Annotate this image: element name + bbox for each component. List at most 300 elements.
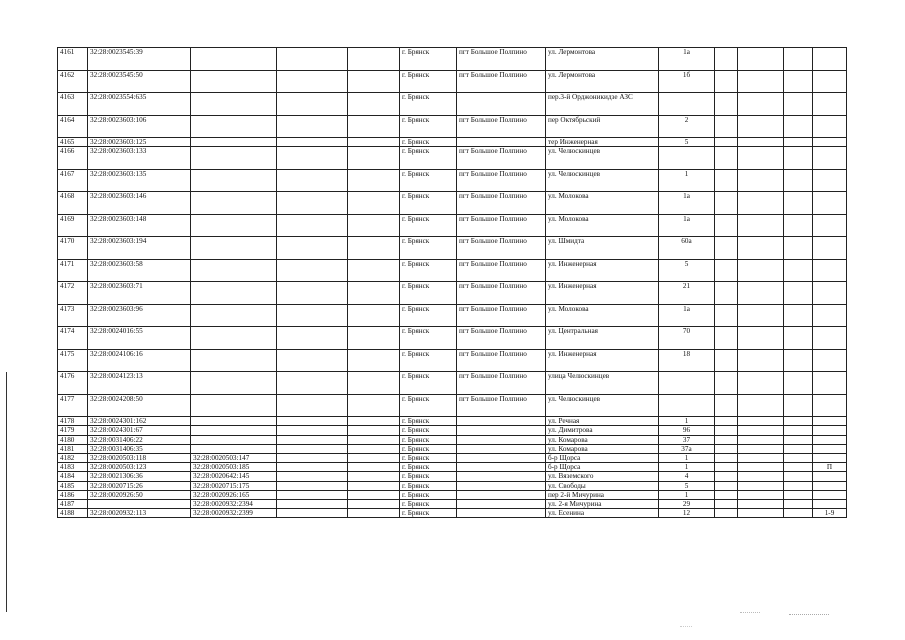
cell-empty: [715, 426, 738, 435]
cell-cadastral-number: 32:28:0023603:135: [88, 169, 191, 192]
cell-settlement: [457, 138, 546, 147]
cell-empty: [738, 48, 784, 71]
cell-empty: [277, 509, 348, 518]
cell-extra: [813, 453, 847, 462]
table-row: [58, 394, 847, 417]
cell-city: г. Брянск: [400, 481, 457, 490]
cell-empty: [348, 463, 400, 472]
cell-record-number: 4169: [58, 214, 88, 237]
cell-empty: [348, 417, 400, 426]
cell-cadastral-number-2: [191, 304, 277, 327]
cell-cadastral-number: 32:28:0020926:50: [88, 490, 191, 499]
cell-house-number: 70: [659, 327, 715, 350]
cell-empty: [738, 259, 784, 282]
cell-settlement: [457, 509, 546, 518]
cell-city: г. Брянск: [400, 138, 457, 147]
cell-record-number: 4170: [58, 237, 88, 260]
cell-extra: 1-9: [813, 509, 847, 518]
scan-artifact: [740, 612, 760, 614]
cell-empty: [738, 349, 784, 372]
cell-house-number: 1: [659, 417, 715, 426]
cell-empty: [738, 282, 784, 305]
cell-house-number: 2: [659, 115, 715, 138]
cell-extra: [813, 93, 847, 116]
cell-record-number: 4181: [58, 444, 88, 453]
cell-cadastral-number-2: [191, 169, 277, 192]
cell-empty: [715, 481, 738, 490]
cell-settlement: пгт Большое Полпино: [457, 237, 546, 260]
cell-house-number: 96: [659, 426, 715, 435]
cell-extra: [813, 327, 847, 350]
cell-empty: [348, 214, 400, 237]
cell-empty: [277, 372, 348, 395]
table-row: [58, 417, 847, 426]
cell-empty: [738, 237, 784, 260]
cell-street: пер.3-й Орджоникидзе АЗС: [546, 93, 659, 116]
cell-empty: [277, 435, 348, 444]
cell-empty: [715, 444, 738, 453]
cell-settlement: пгт Большое Полпино: [457, 327, 546, 350]
cell-record-number: 4185: [58, 481, 88, 490]
cell-house-number: [659, 147, 715, 170]
cell-city: г. Брянск: [400, 444, 457, 453]
cell-house-number: [659, 93, 715, 116]
cell-empty: [348, 372, 400, 395]
cell-extra: [813, 192, 847, 215]
cell-record-number: 4178: [58, 417, 88, 426]
cell-empty: [784, 499, 813, 508]
cell-empty: [715, 282, 738, 305]
cell-house-number: 60а: [659, 237, 715, 260]
cell-record-number: 4177: [58, 394, 88, 417]
cell-city: г. Брянск: [400, 509, 457, 518]
cell-extra: [813, 259, 847, 282]
cell-street: ул. Челюскинцев: [546, 147, 659, 170]
cell-empty: [738, 115, 784, 138]
cell-city: г. Брянск: [400, 115, 457, 138]
cell-empty: [348, 115, 400, 138]
cell-empty: [784, 327, 813, 350]
cell-empty: [277, 214, 348, 237]
cell-empty: [348, 481, 400, 490]
cell-city: г. Брянск: [400, 372, 457, 395]
cell-cadastral-number-2: [191, 48, 277, 71]
table-row: [58, 349, 847, 372]
cell-empty: [784, 490, 813, 499]
cell-empty: [738, 417, 784, 426]
cell-empty: [715, 394, 738, 417]
cell-settlement: пгт Большое Полпино: [457, 394, 546, 417]
cell-cadastral-number: 32:28:0023603:125: [88, 138, 191, 147]
cell-cadastral-number-2: 32:28:0020503:185: [191, 463, 277, 472]
table-row: [58, 481, 847, 490]
cell-empty: [784, 93, 813, 116]
cell-empty: [715, 93, 738, 116]
table-row: [58, 327, 847, 350]
cell-record-number: 4167: [58, 169, 88, 192]
cell-empty: [348, 472, 400, 481]
cell-empty: [715, 509, 738, 518]
cell-empty: [715, 327, 738, 350]
scan-edge-mark: [6, 372, 7, 612]
cell-extra: [813, 349, 847, 372]
cell-cadastral-number-2: [191, 349, 277, 372]
cell-street: ул. Инженерная: [546, 349, 659, 372]
cell-cadastral-number: 32:28:0020932:113: [88, 509, 191, 518]
cell-record-number: 4180: [58, 435, 88, 444]
cell-cadastral-number-2: [191, 417, 277, 426]
cell-street: ул. Молокова: [546, 192, 659, 215]
cell-street: ул. Речная: [546, 417, 659, 426]
cell-empty: [277, 394, 348, 417]
cell-empty: [348, 327, 400, 350]
cell-empty: [784, 48, 813, 71]
cell-city: г. Брянск: [400, 453, 457, 462]
cell-cadastral-number: 32:28:0023545:50: [88, 70, 191, 93]
cell-empty: [738, 435, 784, 444]
cell-empty: [277, 481, 348, 490]
cell-house-number: [659, 394, 715, 417]
cell-empty: [277, 147, 348, 170]
cell-record-number: 4184: [58, 472, 88, 481]
cell-empty: [715, 115, 738, 138]
cell-house-number: 12: [659, 509, 715, 518]
cell-empty: [784, 138, 813, 147]
cell-settlement: пгт Большое Полпино: [457, 169, 546, 192]
cell-empty: [715, 499, 738, 508]
table-row: [58, 93, 847, 116]
cell-record-number: 4179: [58, 426, 88, 435]
table-row: [58, 509, 847, 518]
cell-empty: [784, 349, 813, 372]
cell-cadastral-number: 32:28:0023603:194: [88, 237, 191, 260]
cell-record-number: 4187: [58, 499, 88, 508]
cell-city: г. Брянск: [400, 259, 457, 282]
cell-street: ул. Инженерная: [546, 259, 659, 282]
cell-cadastral-number-2: 32:28:0020932:2399: [191, 509, 277, 518]
cell-empty: [738, 453, 784, 462]
cell-empty: [348, 192, 400, 215]
cell-empty: [784, 237, 813, 260]
cell-empty: [784, 147, 813, 170]
cell-cadastral-number: 32:28:0021306:36: [88, 472, 191, 481]
cell-settlement: [457, 472, 546, 481]
cell-house-number: 4: [659, 472, 715, 481]
cell-empty: [784, 192, 813, 215]
cell-empty: [738, 444, 784, 453]
cell-city: г. Брянск: [400, 48, 457, 71]
table-row: [58, 435, 847, 444]
cell-empty: [277, 349, 348, 372]
cell-settlement: пгт Большое Полпино: [457, 192, 546, 215]
cell-empty: [348, 304, 400, 327]
cell-cadastral-number-2: [191, 214, 277, 237]
cell-cadastral-number-2: [191, 138, 277, 147]
cell-house-number: 1а: [659, 192, 715, 215]
cell-city: г. Брянск: [400, 169, 457, 192]
cell-empty: [784, 214, 813, 237]
table-row: [58, 259, 847, 282]
cell-record-number: 4186: [58, 490, 88, 499]
table-row: [58, 214, 847, 237]
cell-empty: [277, 115, 348, 138]
cell-empty: [784, 426, 813, 435]
cell-cadastral-number: 32:28:0020503:118: [88, 453, 191, 462]
cell-cadastral-number: [88, 499, 191, 508]
cell-empty: [348, 435, 400, 444]
cell-empty: [348, 237, 400, 260]
cell-house-number: 1: [659, 490, 715, 499]
cell-settlement: пгт Большое Полпино: [457, 304, 546, 327]
cell-cadastral-number: 32:28:0023603:148: [88, 214, 191, 237]
cell-empty: [738, 214, 784, 237]
cell-extra: [813, 282, 847, 305]
cell-street: ул. Лермонтова: [546, 70, 659, 93]
cell-extra: [813, 115, 847, 138]
cell-settlement: пгт Большое Полпино: [457, 214, 546, 237]
cell-extra: [813, 169, 847, 192]
cell-street: ул. Молокова: [546, 214, 659, 237]
cell-empty: [784, 259, 813, 282]
cell-cadastral-number: 32:28:0024106:16: [88, 349, 191, 372]
cell-empty: [348, 490, 400, 499]
cell-empty: [715, 48, 738, 71]
cell-record-number: 4168: [58, 192, 88, 215]
cell-street: ул. Комарова: [546, 444, 659, 453]
cell-city: г. Брянск: [400, 417, 457, 426]
table-row: [58, 138, 847, 147]
cell-record-number: 4173: [58, 304, 88, 327]
cell-empty: [277, 48, 348, 71]
cell-street: ул. Димитрова: [546, 426, 659, 435]
cell-house-number: 1б: [659, 70, 715, 93]
cell-empty: [277, 490, 348, 499]
cell-cadastral-number-2: [191, 147, 277, 170]
cell-empty: [784, 463, 813, 472]
cell-empty: [784, 417, 813, 426]
cell-empty: [348, 349, 400, 372]
table-row: [58, 237, 847, 260]
cell-empty: [784, 304, 813, 327]
cell-empty: [348, 444, 400, 453]
cell-cadastral-number-2: [191, 93, 277, 116]
table-row: [58, 372, 847, 395]
cell-street: ул. Инженерная: [546, 282, 659, 305]
cell-cadastral-number-2: [191, 259, 277, 282]
cell-empty: [348, 138, 400, 147]
cell-city: г. Брянск: [400, 394, 457, 417]
cell-empty: [784, 70, 813, 93]
cell-empty: [277, 327, 348, 350]
cell-city: г. Брянск: [400, 237, 457, 260]
cell-empty: [784, 509, 813, 518]
cell-cadastral-number: 32:28:0023603:106: [88, 115, 191, 138]
table-row: [58, 147, 847, 170]
cell-empty: [738, 70, 784, 93]
cell-settlement: [457, 463, 546, 472]
cell-settlement: пгт Большое Полпино: [457, 372, 546, 395]
cell-cadastral-number-2: [191, 444, 277, 453]
cell-city: г. Брянск: [400, 93, 457, 116]
cell-empty: [738, 372, 784, 395]
cell-extra: [813, 394, 847, 417]
cell-cadastral-number-2: [191, 70, 277, 93]
cell-empty: [784, 169, 813, 192]
cell-settlement: [457, 444, 546, 453]
cell-empty: [277, 93, 348, 116]
cell-settlement: [457, 490, 546, 499]
cell-record-number: 4164: [58, 115, 88, 138]
cell-house-number: 29: [659, 499, 715, 508]
cell-empty: [348, 509, 400, 518]
cell-record-number: 4188: [58, 509, 88, 518]
cell-empty: [277, 282, 348, 305]
cell-cadastral-number: 32:28:0023603:133: [88, 147, 191, 170]
cell-empty: [277, 304, 348, 327]
cell-empty: [348, 426, 400, 435]
cell-cadastral-number-2: [191, 192, 277, 215]
cell-cadastral-number: 32:28:0023545:39: [88, 48, 191, 71]
cell-house-number: 1а: [659, 48, 715, 71]
table-row: [58, 48, 847, 71]
cell-house-number: 1: [659, 453, 715, 462]
cell-cadastral-number: 32:28:0024301:162: [88, 417, 191, 426]
cell-empty: [715, 214, 738, 237]
cell-extra: [813, 426, 847, 435]
cell-settlement: [457, 499, 546, 508]
cell-empty: [715, 349, 738, 372]
cell-empty: [715, 435, 738, 444]
cell-cadastral-number-2: [191, 435, 277, 444]
cell-empty: [348, 394, 400, 417]
cell-street: б-р Щорса: [546, 453, 659, 462]
cell-cadastral-number-2: [191, 327, 277, 350]
cell-street: ул. Есенина: [546, 509, 659, 518]
cell-empty: [738, 138, 784, 147]
cell-empty: [738, 169, 784, 192]
scan-artifact: [789, 614, 829, 616]
cell-empty: [715, 192, 738, 215]
cell-empty: [348, 48, 400, 71]
cell-cadastral-number-2: 32:28:0020926:165: [191, 490, 277, 499]
cell-empty: [738, 490, 784, 499]
cell-empty: [738, 499, 784, 508]
cell-extra: [813, 237, 847, 260]
cell-house-number: [659, 372, 715, 395]
cell-empty: [715, 417, 738, 426]
cell-empty: [784, 453, 813, 462]
cell-empty: [348, 147, 400, 170]
cell-cadastral-number: 32:28:0023603:58: [88, 259, 191, 282]
cell-record-number: 4175: [58, 349, 88, 372]
cell-empty: [715, 169, 738, 192]
cell-empty: [277, 426, 348, 435]
table-row: [58, 453, 847, 462]
cell-city: г. Брянск: [400, 214, 457, 237]
cell-record-number: 4165: [58, 138, 88, 147]
cell-city: г. Брянск: [400, 349, 457, 372]
cell-cadastral-number-2: [191, 115, 277, 138]
cell-extra: [813, 499, 847, 508]
cell-empty: [277, 70, 348, 93]
cell-house-number: 21: [659, 282, 715, 305]
cell-street: пер Октябрьский: [546, 115, 659, 138]
cell-street: ул. Челюскинцев: [546, 394, 659, 417]
cell-empty: [277, 169, 348, 192]
cell-city: г. Брянск: [400, 463, 457, 472]
cell-street: ул. Комарова: [546, 435, 659, 444]
cell-city: г. Брянск: [400, 490, 457, 499]
cell-settlement: [457, 435, 546, 444]
cell-empty: [715, 372, 738, 395]
cell-house-number: 5: [659, 138, 715, 147]
cell-cadastral-number-2: 32:28:0020932:2394: [191, 499, 277, 508]
cell-empty: [348, 453, 400, 462]
cell-house-number: 37а: [659, 444, 715, 453]
cell-record-number: 4161: [58, 48, 88, 71]
cell-empty: [738, 304, 784, 327]
cell-cadastral-number: 32:28:0024016:55: [88, 327, 191, 350]
cell-cadastral-number: 32:28:0023603:71: [88, 282, 191, 305]
cell-empty: [277, 499, 348, 508]
cell-cadastral-number: 32:28:0020715:26: [88, 481, 191, 490]
cell-record-number: 4163: [58, 93, 88, 116]
cell-street: ул. Шмидта: [546, 237, 659, 260]
cell-empty: [348, 70, 400, 93]
cell-empty: [738, 481, 784, 490]
cell-street: б-р Щорса: [546, 463, 659, 472]
cell-empty: [784, 472, 813, 481]
cell-extra: [813, 444, 847, 453]
cell-cadastral-number: 32:28:0024208:50: [88, 394, 191, 417]
table-row: [58, 70, 847, 93]
cell-record-number: 4171: [58, 259, 88, 282]
table-row: [58, 499, 847, 508]
cell-empty: [738, 327, 784, 350]
cell-record-number: 4182: [58, 453, 88, 462]
cell-settlement: пгт Большое Полпино: [457, 259, 546, 282]
cell-settlement: пгт Большое Полпино: [457, 115, 546, 138]
cell-empty: [277, 472, 348, 481]
cell-empty: [715, 463, 738, 472]
cell-cadastral-number-2: 32:28:0020715:175: [191, 481, 277, 490]
cell-settlement: пгт Большое Полпино: [457, 147, 546, 170]
cell-empty: [784, 394, 813, 417]
cell-empty: [738, 394, 784, 417]
cell-house-number: 5: [659, 259, 715, 282]
cell-record-number: 4174: [58, 327, 88, 350]
cell-settlement: пгт Большое Полпино: [457, 48, 546, 71]
cell-empty: [738, 93, 784, 116]
cell-street: тер Инженерная: [546, 138, 659, 147]
cell-settlement: [457, 481, 546, 490]
cell-extra: [813, 472, 847, 481]
cell-cadastral-number-2: [191, 282, 277, 305]
cell-empty: [784, 481, 813, 490]
cell-extra: [813, 138, 847, 147]
cell-street: улица Челюскинцев: [546, 372, 659, 395]
cell-empty: [715, 70, 738, 93]
cell-house-number: 37: [659, 435, 715, 444]
cell-extra: [813, 48, 847, 71]
cell-empty: [715, 259, 738, 282]
cell-record-number: 4166: [58, 147, 88, 170]
cell-house-number: 1а: [659, 304, 715, 327]
cell-cadastral-number: 32:28:0023603:146: [88, 192, 191, 215]
cell-cadastral-number: 32:28:0020503:123: [88, 463, 191, 472]
cell-cadastral-number: 32:28:0023554:635: [88, 93, 191, 116]
table-row: [58, 115, 847, 138]
